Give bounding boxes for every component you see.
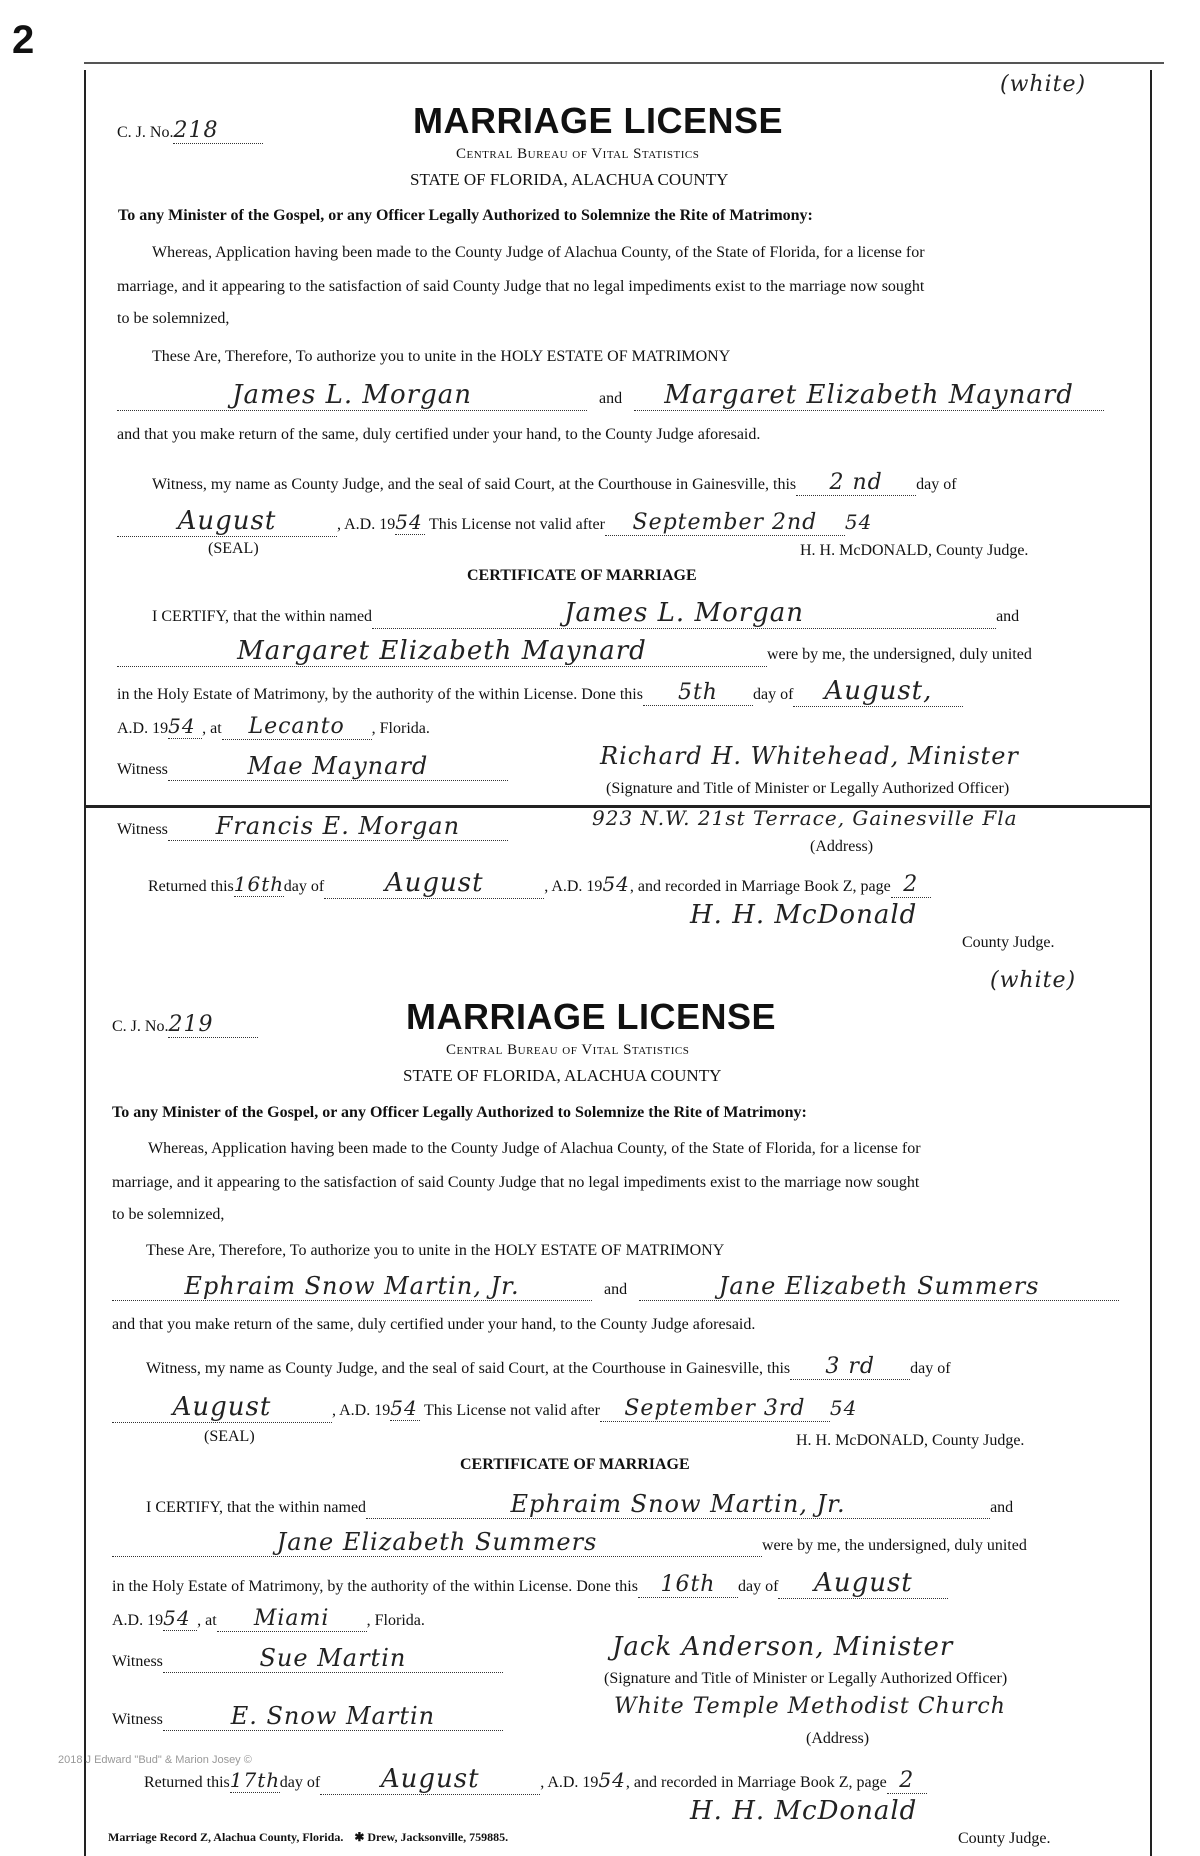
witness-1: Mae Maynard [168, 752, 508, 781]
place-line: A.D. 1954 , at Miami , Florida. [112, 1606, 425, 1631]
officer-signature: Richard H. Whitehead, Minister [600, 742, 1019, 770]
return-month: August [320, 1764, 540, 1795]
seal: (SEAL) [208, 540, 259, 557]
whereas-3: to be solemnized, [112, 1206, 225, 1223]
whereas-3: to be solemnized, [117, 310, 230, 327]
place: Miami [217, 1606, 367, 1632]
issue-day: 2 nd [796, 470, 916, 496]
bride-name: Jane Elizabeth Summers [639, 1272, 1119, 1301]
witness-2-line: Witness Francis E. Morgan [117, 812, 508, 841]
witness-clause: Witness, my name as County Judge, and the seal of said Court, at the Courthouse in Gainesville, this 3 rd day of [146, 1354, 951, 1379]
officer-address: 923 N.W. 21st Terrace, Gainesville Fla [592, 806, 1018, 830]
couple-line: James L. Morgan and Margaret Elizabeth Maynard [117, 380, 1104, 411]
address-line: To any Minister of the Gospel, or any Officer Legally Authorized to Solemnize the Rite of Matrimony: [118, 207, 813, 224]
issue-month: August [117, 506, 337, 537]
cert-bride-line: Margaret Elizabeth Maynard were by me, the undersigned, duly united [117, 636, 1032, 667]
witness-2-line: Witness E. Snow Martin [112, 1702, 503, 1731]
copyright-watermark: 2018 J Edward "Bud" & Marion Josey © [58, 1754, 252, 1766]
issue-date-line: August , A.D. 1954 This License not valid after September 3rd 54 [112, 1392, 857, 1423]
cert-bride: Margaret Elizabeth Maynard [117, 636, 767, 667]
return-month: August [324, 868, 544, 899]
whereas-2: marriage, and it appearing to the satisfaction of said County Judge that no legal impediments exist to the marriage now sought [117, 278, 925, 295]
cj-label: C. J. No.218 [117, 118, 263, 144]
judge-signature: H. H. McDonald [690, 1796, 918, 1826]
witness-1-line: Witness Mae Maynard [117, 752, 508, 781]
cert-bride: Jane Elizabeth Summers [112, 1528, 762, 1557]
valid-until: September 2nd [605, 510, 845, 536]
officer-signature: Jack Anderson, Minister [612, 1632, 954, 1662]
whereas-1: Whereas, Application having been made to the County Judge of Alachua County, of the State of Florida, for a license for [148, 1140, 921, 1157]
address-line: To any Minister of the Gospel, or any Officer Legally Authorized to Solemnize the Rite of Matrimony: [112, 1104, 807, 1121]
race-annotation: (white) [990, 968, 1077, 993]
cert-groom: James L. Morgan [372, 598, 996, 629]
top-rule [84, 62, 1164, 64]
witness-1: Sue Martin [163, 1644, 503, 1673]
witness-2: Francis E. Morgan [168, 812, 508, 841]
cj-number: 219 [168, 1012, 258, 1038]
witness-2: E. Snow Martin [163, 1702, 503, 1731]
page-number: 2 [12, 18, 35, 62]
return-day: 17th [229, 1768, 281, 1792]
issue-month: August [112, 1392, 332, 1423]
judge-signature: H. H. McDonald [690, 900, 918, 930]
certify-line: I CERTIFY, that the within named James L. Morgan and [152, 598, 1020, 628]
officer-address: White Temple Methodist Church [614, 1694, 1006, 1719]
signature-caption: (Signature and Title of Minister or Legally Authorized Officer) [604, 1670, 1008, 1687]
groom-name: James L. Morgan [117, 380, 587, 411]
place: Lecanto [222, 714, 372, 740]
done-day: 16th [638, 1572, 738, 1598]
done-month: August, [793, 676, 963, 707]
book-page: 2 [887, 1768, 927, 1794]
book-page: 2 [891, 872, 931, 898]
cj-label: C. J. No.219 [112, 1012, 258, 1038]
race-annotation: (white) [1000, 72, 1087, 97]
signature-caption: (Signature and Title of Minister or Legally Authorized Officer) [606, 780, 1010, 797]
return-day: 16th [233, 872, 285, 896]
county-judge: County Judge. [958, 1830, 1051, 1847]
issue-year: 54 [395, 510, 425, 535]
bureau: Central Bureau of Vital Statistics [456, 146, 700, 162]
bride-name: Margaret Elizabeth Maynard [634, 380, 1104, 411]
place-line: A.D. 1954 , at Lecanto , Florida. [117, 714, 430, 739]
cert-bride-line: Jane Elizabeth Summers were by me, the undersigned, duly united [112, 1528, 1027, 1557]
address-caption: (Address) [806, 1730, 870, 1747]
issue-day: 3 rd [790, 1354, 910, 1380]
holy-estate-line: in the Holy Estate of Matrimony, by the authority of the within License. Done this 5th day of August, [117, 676, 963, 707]
cert-groom: Ephraim Snow Martin, Jr. [366, 1490, 990, 1519]
return-line: and that you make return of the same, duly certified under your hand, to the County Judge aforesaid. [117, 426, 761, 443]
groom-name: Ephraim Snow Martin, Jr. [112, 1272, 592, 1301]
judge-name: H. H. McDONALD, County Judge. [796, 1432, 1025, 1449]
returned-line: Returned this16thday of August , A.D. 1954, and recorded in Marriage Book Z, page 2 [148, 868, 931, 899]
footer-record: Marriage Record Z, Alachua County, Florida. ✱ Drew, Jacksonville, 759885. [108, 1830, 509, 1844]
couple-line: Ephraim Snow Martin, Jr. and Jane Elizabeth Summers [112, 1272, 1119, 1301]
witness-clause: Witness, my name as County Judge, and the seal of said Court, at the Courthouse in Gainesville, this 2 nd day of [152, 470, 957, 495]
return-line: and that you make return of the same, duly certified under your hand, to the County Judge aforesaid. [112, 1316, 756, 1333]
license-title: MARRIAGE LICENSE [406, 996, 777, 1037]
whereas-1: Whereas, Application having been made to the County Judge of Alachua County, of the State of Florida, for a license for [152, 244, 925, 261]
valid-until: September 3rd [600, 1396, 830, 1422]
state-county: STATE OF FLORIDA, ALACHUA COUNTY [403, 1066, 722, 1085]
certify-line: I CERTIFY, that the within named Ephraim Snow Martin, Jr. and [146, 1490, 1014, 1518]
cj-number: 218 [173, 118, 263, 144]
issue-date-line: August , A.D. 1954 This License not valid after September 2nd 54 [117, 506, 872, 537]
done-month: August [778, 1568, 948, 1599]
bureau: Central Bureau of Vital Statistics [446, 1042, 690, 1058]
county-judge: County Judge. [962, 934, 1055, 951]
license-title: MARRIAGE LICENSE [413, 100, 784, 141]
authorize-line: These Are, Therefore, To authorize you to unite in the HOLY ESTATE OF MATRIMONY [146, 1242, 725, 1259]
witness-1-line: Witness Sue Martin [112, 1644, 503, 1673]
seal: (SEAL) [204, 1428, 255, 1445]
returned-line: Returned this17thday of August , A.D. 1954, and recorded in Marriage Book Z, page 2 [144, 1764, 927, 1795]
holy-estate-line: in the Holy Estate of Matrimony, by the authority of the within License. Done this 16th day of August [112, 1568, 948, 1599]
authorize-line: These Are, Therefore, To authorize you to unite in the HOLY ESTATE OF MATRIMONY [152, 348, 731, 365]
issue-year: 54 [390, 1396, 420, 1421]
certificate-title: CERTIFICATE OF MARRIAGE [460, 1456, 690, 1473]
state-county: STATE OF FLORIDA, ALACHUA COUNTY [410, 170, 729, 189]
done-day: 5th [643, 680, 753, 706]
judge-name: H. H. McDONALD, County Judge. [800, 542, 1029, 559]
whereas-2: marriage, and it appearing to the satisfaction of said County Judge that no legal impediments exist to the marriage now sought [112, 1174, 920, 1191]
certificate-title: CERTIFICATE OF MARRIAGE [467, 567, 697, 584]
address-caption: (Address) [810, 838, 874, 855]
